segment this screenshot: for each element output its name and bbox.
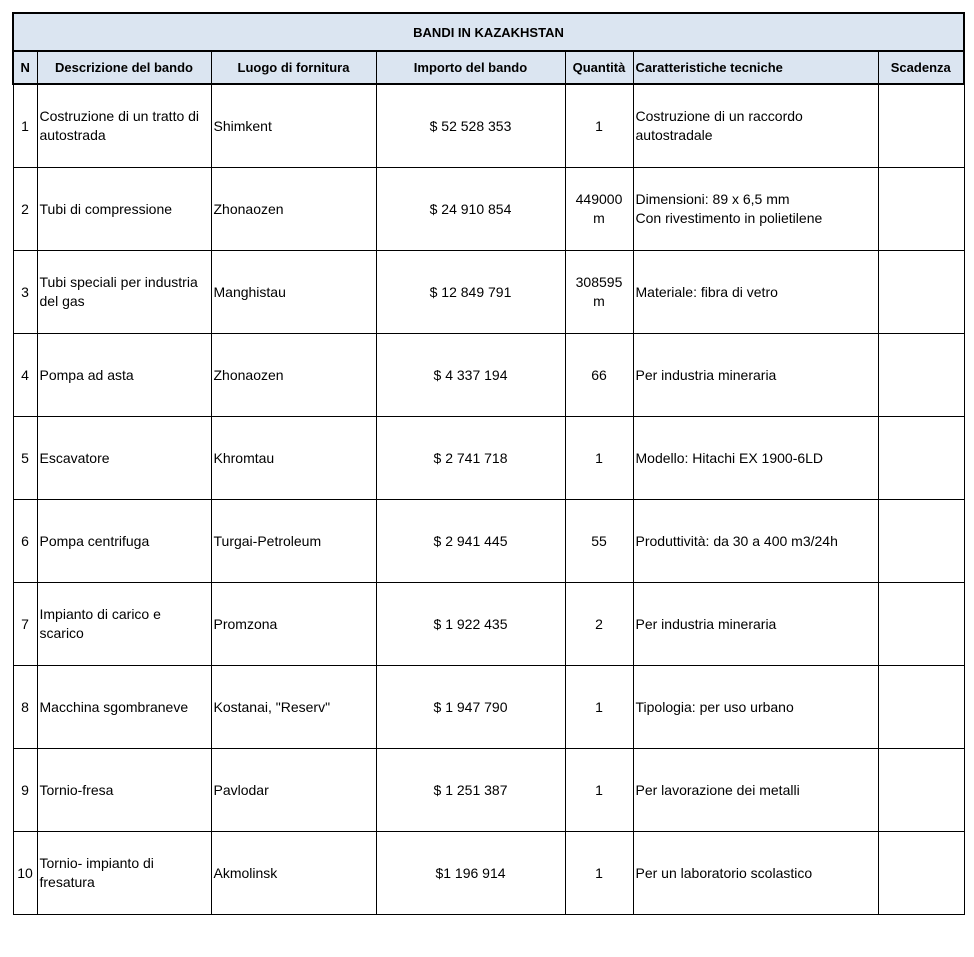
cell-luogo: Zhonaozen: [211, 168, 376, 251]
tender-table: [12, 12, 965, 915]
cell-caratteristiche: Per industria mineraria: [633, 583, 878, 666]
header-descrizione: Descrizione del bando: [37, 51, 211, 84]
cell-quantita: 1: [565, 749, 633, 832]
header-quantita: Quantità: [565, 51, 633, 84]
cell-n: 8: [13, 666, 37, 749]
table-row: [13, 583, 964, 666]
cell-importo: $ 1 922 435: [376, 583, 565, 666]
cell-n: 4: [13, 334, 37, 417]
cell-scadenza: [878, 417, 964, 500]
cell-quantita: 449000 m: [565, 168, 633, 251]
cell-quantita: 55: [565, 500, 633, 583]
table-row: [13, 84, 964, 168]
cell-luogo: Manghistau: [211, 251, 376, 334]
cell-descrizione: Escavatore: [37, 417, 211, 500]
cell-caratteristiche: Per lavorazione dei metalli: [633, 749, 878, 832]
cell-importo: $ 12 849 791: [376, 251, 565, 334]
cell-caratteristiche: Per industria mineraria: [633, 334, 878, 417]
cell-descrizione: Tubi speciali per industria del gas: [37, 251, 211, 334]
cell-importo: $ 24 910 854: [376, 168, 565, 251]
cell-scadenza: [878, 666, 964, 749]
cell-descrizione: Tubi di compressione: [37, 168, 211, 251]
cell-luogo: Khromtau: [211, 417, 376, 500]
cell-luogo: Pavlodar: [211, 749, 376, 832]
cell-scadenza: [878, 749, 964, 832]
cell-caratteristiche: Per un laboratorio scolastico: [633, 832, 878, 915]
cell-descrizione: Tornio-fresa: [37, 749, 211, 832]
cell-importo: $ 2 941 445: [376, 500, 565, 583]
cell-n: 7: [13, 583, 37, 666]
table-row: [13, 417, 964, 500]
cell-scadenza: [878, 251, 964, 334]
cell-quantita: 66: [565, 334, 633, 417]
tender-table-wrapper: [12, 12, 963, 915]
header-luogo: Luogo di fornitura: [211, 51, 376, 84]
cell-importo: $ 52 528 353: [376, 84, 565, 168]
cell-quantita: 308595 m: [565, 251, 633, 334]
header-caratteristiche: Caratteristiche tecniche: [633, 51, 878, 84]
cell-luogo: Kostanai, "Reserv": [211, 666, 376, 749]
table-title: BANDI IN KAZAKHSTAN: [13, 13, 964, 51]
cell-descrizione: Pompa ad asta: [37, 334, 211, 417]
table-row: [13, 334, 964, 417]
cell-caratteristiche: Costruzione di un raccordo autostradale: [633, 84, 878, 168]
header-importo: Importo del bando: [376, 51, 565, 84]
header-n: N: [13, 51, 37, 84]
cell-n: 1: [13, 84, 37, 168]
header-row: [13, 51, 964, 84]
cell-caratteristiche: Dimensioni: 89 x 6,5 mm Con rivestimento in polietilene: [633, 168, 878, 251]
cell-quantita: 2: [565, 583, 633, 666]
cell-caratteristiche: Modello: Hitachi EX 1900-6LD: [633, 417, 878, 500]
cell-descrizione: Pompa centrifuga: [37, 500, 211, 583]
cell-scadenza: [878, 84, 964, 168]
cell-n: 9: [13, 749, 37, 832]
cell-n: 6: [13, 500, 37, 583]
cell-scadenza: [878, 583, 964, 666]
cell-scadenza: [878, 832, 964, 915]
cell-luogo: Zhonaozen: [211, 334, 376, 417]
cell-importo: $ 2 741 718: [376, 417, 565, 500]
cell-luogo: Akmolinsk: [211, 832, 376, 915]
cell-n: 3: [13, 251, 37, 334]
table-row: [13, 500, 964, 583]
cell-luogo: Promzona: [211, 583, 376, 666]
cell-scadenza: [878, 334, 964, 417]
cell-descrizione: Impianto di carico e scarico: [37, 583, 211, 666]
cell-scadenza: [878, 500, 964, 583]
cell-scadenza: [878, 168, 964, 251]
cell-luogo: Shimkent: [211, 84, 376, 168]
cell-descrizione: Macchina sgombraneve: [37, 666, 211, 749]
cell-descrizione: Costruzione di un tratto di autostrada: [37, 84, 211, 168]
cell-caratteristiche: Materiale: fibra di vetro: [633, 251, 878, 334]
cell-caratteristiche: Produttività: da 30 a 400 m3/24h: [633, 500, 878, 583]
cell-descrizione: Tornio- impianto di fresatura: [37, 832, 211, 915]
table-row: [13, 749, 964, 832]
table-row: [13, 251, 964, 334]
cell-quantita: 1: [565, 666, 633, 749]
table-row: [13, 168, 964, 251]
cell-caratteristiche: Tipologia: per uso urbano: [633, 666, 878, 749]
cell-importo: $ 1 947 790: [376, 666, 565, 749]
cell-quantita: 1: [565, 832, 633, 915]
table-row: [13, 832, 964, 915]
cell-n: 10: [13, 832, 37, 915]
cell-importo: $ 4 337 194: [376, 334, 565, 417]
cell-n: 2: [13, 168, 37, 251]
table-row: [13, 666, 964, 749]
cell-quantita: 1: [565, 417, 633, 500]
cell-importo: $ 1 251 387: [376, 749, 565, 832]
cell-n: 5: [13, 417, 37, 500]
cell-quantita: 1: [565, 84, 633, 168]
header-scadenza: Scadenza: [878, 51, 964, 84]
cell-luogo: Turgai-Petroleum: [211, 500, 376, 583]
cell-importo: $1 196 914: [376, 832, 565, 915]
